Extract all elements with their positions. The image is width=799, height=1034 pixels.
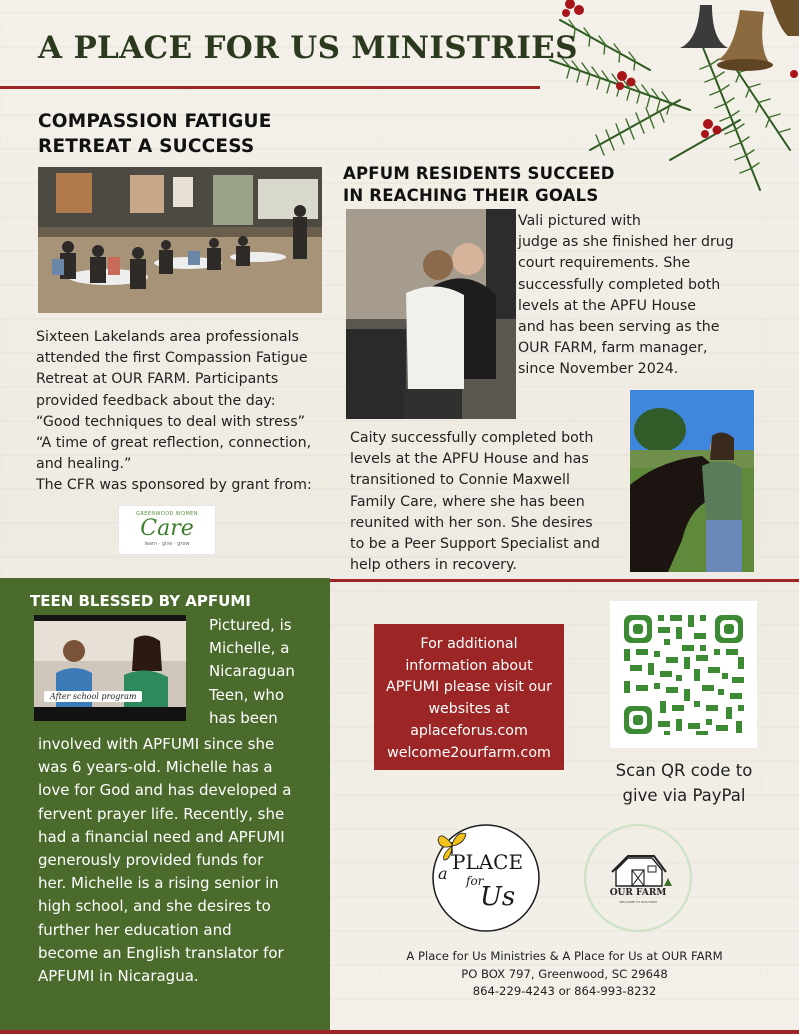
- care-logo-top: GREENWOOD WOMEN: [136, 511, 198, 517]
- retreat-photo: [38, 167, 322, 313]
- teen-story-line: Nicaraguan: [209, 662, 295, 681]
- retreat-body-line: The CFR was sponsored by grant from:: [36, 477, 312, 494]
- greenwood-women-care-logo: [118, 505, 216, 555]
- qr-caption-line: Scan QR code to: [615, 761, 753, 780]
- residents-heading-line: IN REACHING THEIR GOALS: [343, 186, 599, 205]
- footer-org-line: A Place for Us Ministries & A Place for Us at OUR FARM: [406, 949, 723, 963]
- care-logo-tagline: learn · give · grow: [144, 541, 190, 547]
- vali-story: [518, 211, 758, 381]
- logo-place-main: PLACE: [452, 850, 524, 874]
- a-place-for-us-logo: [430, 822, 542, 934]
- vali-story-line: since November 2024.: [518, 361, 679, 378]
- vali-story-line: Vali pictured with: [518, 213, 641, 229]
- barn-icon: [612, 856, 672, 886]
- teen-heading: TEEN BLESSED BY APFUMI: [30, 592, 251, 610]
- caity-story-line: Family Care, where she has been: [350, 493, 585, 510]
- vali-story-line: judge as she finished her drug: [518, 234, 734, 251]
- teen-photo-caption: After school program: [44, 691, 142, 702]
- our-farm-logo-sub: WELCOME TO OUR FARM: [619, 900, 657, 904]
- caity-story-line: help others in recovery.: [350, 557, 517, 574]
- caity-story-line: transitioned to Connie Maxwell: [350, 472, 570, 489]
- teen-story-line: Teen, who: [209, 685, 285, 704]
- info-line: APFUMI please visit our: [386, 679, 552, 696]
- retreat-body-line: and healing.”: [36, 456, 132, 473]
- teen-story-line: further her education and: [38, 920, 232, 939]
- retreat-heading-line: COMPASSION FATIGUE: [38, 111, 272, 132]
- teen-story-line: Michelle, a: [209, 639, 290, 658]
- teen-story-line: APFUMI in Nicaragua.: [38, 967, 199, 986]
- page-title: A PLACE FOR US MINISTRIES: [38, 30, 578, 66]
- teen-story-line: her. Michelle is a rising senior in: [38, 874, 279, 893]
- residents-heading-line: APFUM RESIDENTS SUCCEED: [343, 164, 615, 183]
- vali-story-line: successfully completed both: [518, 276, 721, 293]
- teen-story-line: love for God and has developed a: [38, 781, 292, 800]
- logo-place-for: for: [466, 874, 484, 888]
- teen-story-line: Pictured, is: [209, 616, 292, 634]
- retreat-body-line: attended the first Compassion Fatigue: [36, 350, 308, 367]
- vali-story-line: court requirements. She: [518, 255, 691, 272]
- teen-story-line: high school, and she desires to: [38, 897, 271, 916]
- website-link[interactable]: aplaceforus.com: [410, 722, 528, 739]
- info-line: information about: [405, 657, 533, 674]
- caity-story-line: reunited with her son. She desires: [350, 514, 593, 531]
- vali-story-line: levels at the APFU House: [518, 297, 696, 314]
- info-box: [374, 624, 564, 770]
- teen-story-line: involved with APFUMI since she: [38, 735, 275, 753]
- qr-caption: [605, 758, 763, 808]
- vali-story-line: OUR FARM, farm manager,: [518, 340, 708, 357]
- qr-caption-line: give via PayPal: [622, 786, 746, 805]
- title-divider: [0, 86, 540, 89]
- info-line: For additional: [420, 636, 518, 652]
- contact-footer: [330, 948, 799, 1001]
- teen-story-line: has been: [209, 708, 278, 727]
- section-divider: [330, 579, 799, 582]
- caity-story-line: levels at the APFU House and has: [350, 451, 589, 468]
- caity-story-line: to be a Peer Support Specialist and: [350, 536, 600, 553]
- logo-place-us: Us: [480, 882, 516, 912]
- vali-with-judge-photo: [346, 209, 516, 419]
- teen-story-line: fervent prayer life. Recently, she: [38, 804, 285, 823]
- vali-story-line: and has been serving as the: [518, 319, 720, 336]
- retreat-body-line: “Good techniques to deal with stress”: [36, 413, 305, 430]
- residents-heading: [343, 163, 643, 207]
- caity-with-horse-photo: [630, 390, 754, 572]
- our-farm-logo: [582, 822, 694, 934]
- paypal-qr-code[interactable]: [610, 601, 757, 748]
- retreat-body-line: Retreat at OUR FARM. Participants: [36, 371, 279, 388]
- retreat-body: [36, 327, 336, 497]
- footer-address-line: PO BOX 797, Greenwood, SC 29648: [461, 966, 668, 981]
- retreat-body-line: Sixteen Lakelands area professionals: [36, 329, 299, 345]
- caity-story-line: Caity successfully completed both: [350, 430, 594, 446]
- logo-place-a: a: [438, 864, 448, 883]
- retreat-body-line: “A time of great reflection, connection,: [36, 435, 312, 452]
- footer-phone-line: 864-229-4243 or 864-993-8232: [472, 984, 657, 998]
- teen-story-body: [38, 733, 328, 988]
- teen-story-intro: [209, 614, 327, 730]
- retreat-heading-line: RETREAT A SUCCESS: [38, 136, 255, 157]
- website-link[interactable]: welcome2ourfarm.com: [387, 744, 551, 761]
- info-line: websites at: [428, 701, 510, 718]
- caity-story: [350, 428, 630, 576]
- teen-story-line: generously provided funds for: [38, 851, 264, 870]
- retreat-heading: [38, 109, 338, 159]
- teen-story-line: was 6 years-old. Michelle has a: [38, 758, 273, 777]
- our-farm-logo-name: OUR FARM: [609, 888, 667, 898]
- bottom-divider: [0, 1030, 799, 1034]
- teen-story-line: become an English translator for: [38, 943, 284, 962]
- teen-story-line: had a financial need and APFUMI: [38, 827, 285, 846]
- retreat-body-line: provided feedback about the day:: [36, 392, 276, 409]
- teen-photo: [34, 615, 186, 721]
- care-logo-word: Care: [140, 516, 194, 541]
